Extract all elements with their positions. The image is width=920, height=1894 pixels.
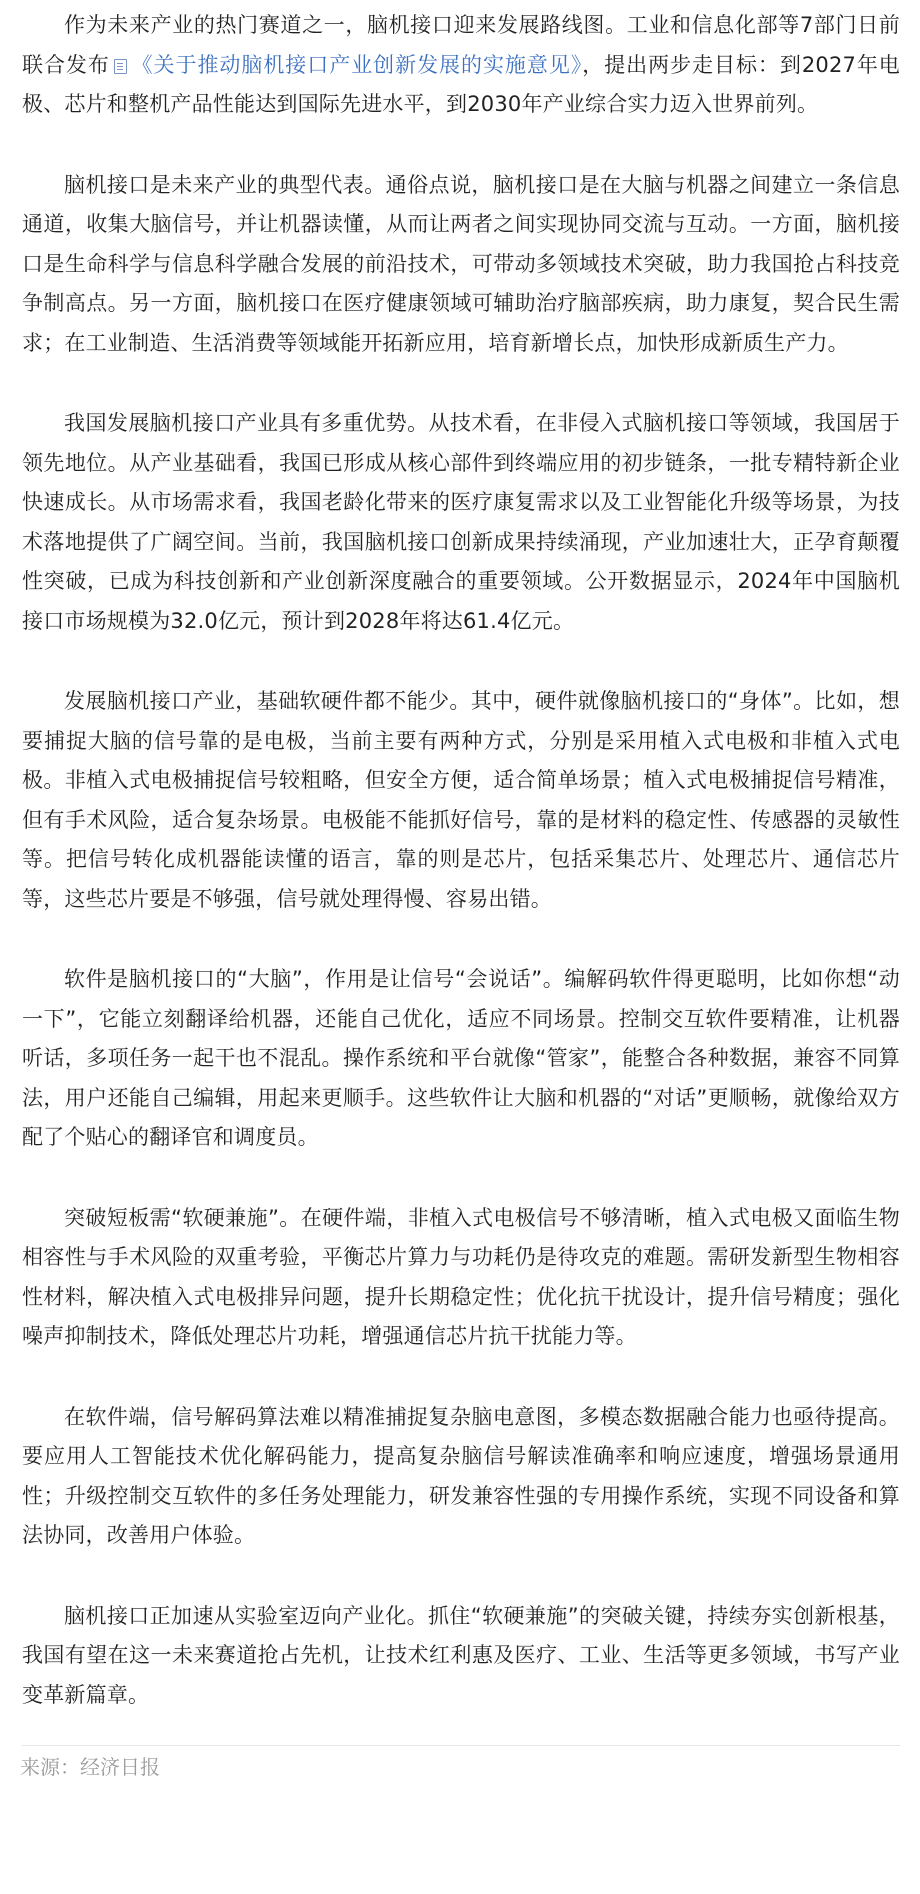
policy-document-link[interactable]: 《关于推动脑机接口产业创新发展的实施意见》: [130, 52, 583, 77]
paragraph-4: 发展脑机接口产业，基础软硬件都不能少。其中，硬件就像脑机接口的“身体”。比如，想要捕捉大脑的信号靠的是电极，当前主要有两种方式，分别是采用植入式电极和非植入式电极。非植入式电极捕捉信号较粗略，但安全方便，适合简单场景；植入式电极捕捉信号精准，但有手术风险，适合复杂场景。电极能不能抓好信号，靠的是材料的稳定性、传感器的灵敏性等。把信号转化成机器能读懂的语言，靠的则是芯片，包括采集芯片、处理芯片、通信芯片等，这些芯片要是不够强，信号就处理得慢、容易出错。: [22, 689, 900, 911]
paragraph-1-text-after: ，提出两步走目标：到2027年电极、芯片和整机产品性能达到国际先进水平，到2030年产业综合实力迈入世界前列。: [22, 52, 900, 116]
paragraph-7: 在软件端，信号解码算法难以精准捕捉复杂脑电意图，多模态数据融合能力也亟待提高。要应用人工智能技术优化解码能力，提高复杂脑信号解读准确率和响应速度，增强场景通用性；升级控制交互软件的多任务处理能力，研发兼容性强的专用操作系统，实现不同设备和算法协同，改善用户体验。: [22, 1404, 900, 1547]
paragraph-8: 脑机接口正加速从实验室迈向产业化。抓住“软硬兼施”的突破关键，持续夯实创新根基，我国有望在这一未来赛道抢占先机，让技术红利惠及医疗、工业、生活等更多领域，书写产业变革新篇章。: [22, 1603, 900, 1707]
paragraph-1: [22, 6, 900, 125]
paragraph-2: 脑机接口是未来产业的典型代表。通俗点说，脑机接口是在大脑与机器之间建立一条信息通道，收集大脑信号，并让机器读懂，从而让两者之间实现协同交流与互动。一方面，脑机接口是生命科学与信息科学融合发展的前沿技术，可带动多领域技术突破，助力我国抢占科技竞争制高点。另一方面，脑机接口在医疗健康领域可辅助治疗脑部疾病，助力康复，契合民生需求；在工业制造、生活消费等领域能开拓新应用，培育新增长点，加快形成新质生产力。: [22, 172, 900, 355]
article-body: [0, 6, 920, 1784]
article-source: 来源：经济日报: [20, 1755, 160, 1779]
paragraph-3: 我国发展脑机接口产业具有多重优势。从技术看，在非侵入式脑机接口等领域，我国居于领先地位。从产业基础看，我国已形成从核心部件到终端应用的初步链条，一批专精特新企业快速成长。从市场需求看，我国老龄化带来的医疗康复需求以及工业智能化升级等场景，为技术落地提供了广阔空间。当前，我国脑机接口创新成果持续涌现，产业加速壮大，正孕育颠覆性突破，已成为科技创新和产业创新深度融合的重要领域。公开数据显示，2024年中国脑机接口市场规模为32.0亿元，预计到2028年将达61.4亿元。: [22, 411, 900, 633]
paragraph-5: 软件是脑机接口的“大脑”，作用是让信号“会说话”。编解码软件得更聪明，比如你想“动一下”，它能立刻翻译给机器，还能自己优化，适应不同场景。控制交互软件要精准，让机器听话，多项任务一起干也不混乱。操作系统和平台就像“管家”，能整合各种数据，兼容不同算法，用户还能自己编辑，用起来更顺手。这些软件让大脑和机器的“对话”更顺畅，就像给双方配了个贴心的翻译官和调度员。: [22, 967, 900, 1149]
document-link-icon[interactable]: [114, 59, 127, 74]
paragraph-6: 突破短板需“软硬兼施”。在硬件端，非植入式电极信号不够清晰，植入式电极又面临生物相容性与手术风险的双重考验，平衡芯片算力与功耗仍是待攻克的难题。需研发新型生物相容性材料，解决植入式电极排异问题，提升长期稳定性；优化抗干扰设计，提升信号精度；强化噪声抑制技术，降低处理芯片功耗，增强通信芯片抗干扰能力等。: [22, 1205, 900, 1348]
paragraph-1-text: 作为未来产业的热门赛道之一，脑机接口迎来发展路线图。工业和信息化部等7部门日前联合发布: [22, 13, 900, 77]
